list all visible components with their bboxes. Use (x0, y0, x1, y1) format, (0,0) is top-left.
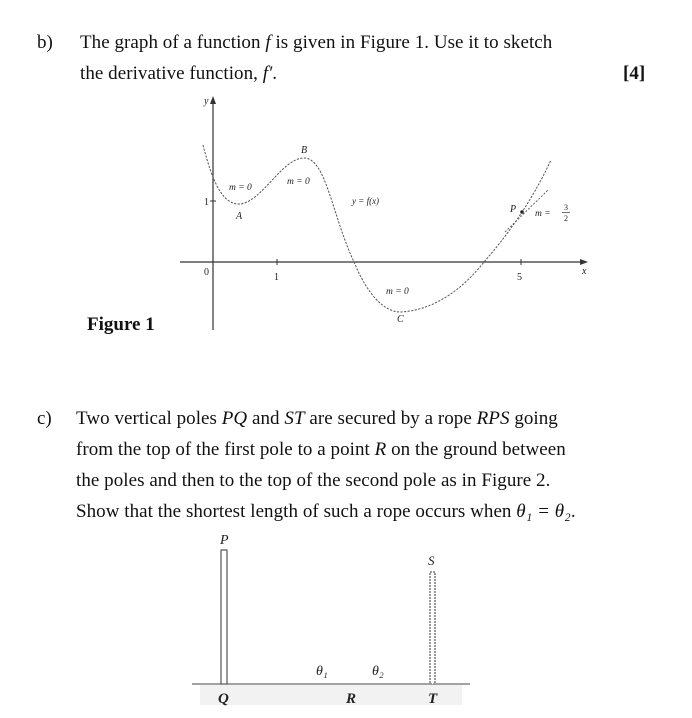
ground-shading (200, 685, 462, 705)
origin-label: 0 (204, 267, 209, 278)
tick-y-1-label: 1 (204, 197, 209, 208)
part-b-text: . (272, 63, 278, 84)
theta-1-label: θ₁ (316, 664, 328, 679)
theta-equation: θ₁ = θ₂ (516, 501, 571, 522)
function-symbol: f (265, 32, 271, 53)
part-c-text: Show that the shortest length of such a rope occurs when (76, 501, 517, 522)
label-Q: Q (218, 691, 229, 707)
derivative-symbol: f′ (262, 63, 273, 84)
part-b-text: is given in Figure 1. Use it to sketch (270, 32, 553, 53)
label-T: T (428, 691, 438, 707)
part-c-text: Two vertical poles (76, 408, 222, 429)
point-B-label: B (301, 145, 308, 156)
part-c-text: going (509, 408, 558, 429)
tick-x-1-label: 1 (274, 272, 279, 283)
figure-1-caption: Figure 1 (87, 314, 155, 335)
part-c-text: . (570, 501, 576, 522)
part-c-text: are secured by a rope (304, 408, 477, 429)
curve-label: y = f(x) (352, 196, 380, 206)
slope-A-label: m = 0 (229, 183, 252, 193)
point-P-label: P (510, 204, 517, 215)
pole-PQ (221, 550, 227, 684)
label-R: R (346, 691, 357, 707)
point-C-label: C (397, 314, 404, 325)
part-c-line-3: the poles and then to the top of the second pole as in Figure 2. (76, 470, 551, 491)
slope-C-label: m = 0 (386, 287, 409, 297)
part-b-text: the derivative function, (80, 63, 263, 84)
slope-P-denominator: 2 (564, 214, 568, 223)
segment-ST: ST (284, 408, 305, 429)
point-A-label: A (236, 211, 243, 222)
pole-ST (430, 572, 435, 684)
slope-P-numerator: 3 (564, 203, 568, 212)
label-P: P (220, 533, 229, 548)
slope-P-prefix: m = (535, 209, 551, 219)
part-b-label: b) (37, 32, 53, 53)
segment-PQ: PQ (221, 408, 248, 429)
part-c-text: from the top of the first pole to a point (76, 439, 375, 460)
rope-RPS: RPS (476, 408, 510, 429)
point-R-symbol: R (374, 439, 387, 460)
x-axis-label: x (582, 266, 587, 277)
part-c-text: and (247, 408, 285, 429)
theta-2-label: θ₂ (372, 664, 384, 679)
part-b-text: The graph of a function (80, 32, 266, 53)
part-b-marks: [4] (623, 63, 646, 84)
tick-x-5-label: 5 (517, 272, 522, 283)
y-axis-label: y (204, 96, 209, 107)
label-S: S (428, 553, 435, 568)
slope-B-label: m = 0 (287, 177, 310, 187)
part-c-label: c) (37, 408, 52, 429)
part-c-text: on the ground between (386, 439, 566, 460)
